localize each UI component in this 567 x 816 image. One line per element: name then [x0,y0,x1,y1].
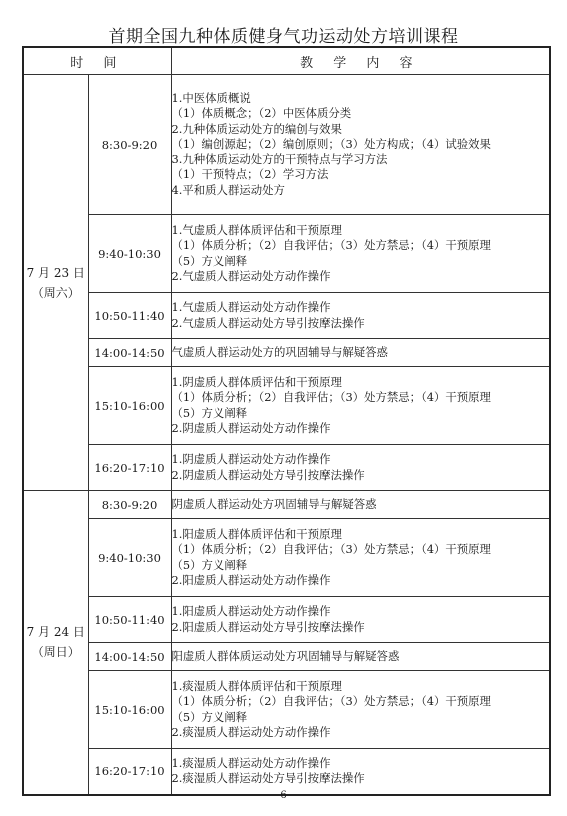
schedule-row [23,75,550,215]
session-content [171,293,550,339]
content-line: 阳虚质人群体质运动处方巩固辅导与解疑答惑 [171,648,400,663]
content-line: 2.阳虚质人群运动处方动作操作 [171,572,331,587]
session-time: 9:40-10:30 [88,519,171,597]
session-time: 10:50-11:40 [88,597,171,643]
content-line: 1.中医体质概说 [171,90,251,105]
session-content [171,749,550,795]
session-time: 8:30-9:20 [88,75,171,215]
content-line: （1）体质概念；（2）中医体质分类 [171,106,352,121]
session-time: 14:00-14:50 [88,339,171,367]
session-time: 8:30-9:20 [88,491,171,519]
session-content [171,643,550,671]
schedule-row [23,643,550,671]
content-line: 3.九种体质运动处方的干预特点与学习方法 [171,152,388,167]
content-line: 2.阳虚质人群运动处方导引按摩法操作 [171,619,365,634]
schedule-row [23,749,550,795]
day-weekday: （周六） [31,285,80,300]
content-line: 1.阳虚质人群体质评估和干预原理 [171,526,342,541]
session-content [171,339,550,367]
content-line: 气虚质人群运动处方的巩固辅导与解疑答惑 [171,344,388,359]
schedule-row [23,339,550,367]
session-content [171,367,550,445]
session-content [171,75,550,215]
schedule-row [23,671,550,749]
header-content: 教 学 内 容 [171,47,550,75]
schedule-table [22,46,551,796]
content-line: （1）体质分析；（2）自我评估；（3）处方禁忌；（4）干预原理 [171,694,491,709]
session-content [171,215,550,293]
content-line: 1.气虚质人群运动处方动作操作 [171,300,331,315]
session-time: 15:10-16:00 [88,367,171,445]
day-weekday: （周日） [31,645,80,660]
page-title: 首期全国九种体质健身气功运动处方培训课程 [108,27,459,47]
content-line: （1）干预特点；（2）学习方法 [171,167,329,182]
content-line: 1.阴虚质人群体质评估和干预原理 [171,374,342,389]
day-date: 7 月 23 日 [26,265,85,280]
schedule-body [23,75,550,795]
content-line: 4.平和质人群运动处方 [171,182,285,197]
content-line: 2.气虚质人群运动处方动作操作 [171,268,331,283]
session-content [171,445,550,491]
content-line: 1.阳虚质人群运动处方动作操作 [171,604,331,619]
content-line: 2.阴虚质人群运动处方导引按摩法操作 [171,467,365,482]
content-line: 2.痰湿质人群运动处方动作操作 [171,724,331,739]
content-line: 2.九种体质运动处方的编创与效果 [171,121,342,136]
schedule-row [23,597,550,643]
content-line: （1）体质分析；（2）自我评估；（3）处方禁忌；（4）干预原理 [171,390,491,405]
content-line: 1.痰湿质人群运动处方动作操作 [171,755,331,770]
content-line: 2.气虚质人群运动处方导引按摩法操作 [171,315,365,330]
content-line: （5）方义阐释 [171,405,248,420]
schedule-row [23,215,550,293]
day-cell [23,75,88,491]
session-time: 16:20-17:10 [88,445,171,491]
session-content [171,519,550,597]
schedule-row [23,367,550,445]
content-line: 1.阴虚质人群运动处方动作操作 [171,452,331,467]
content-line: 2.阴虚质人群运动处方动作操作 [171,420,331,435]
content-line: （1）体质分析；（2）自我评估；（3）处方禁忌；（4）干预原理 [171,238,491,253]
session-content [171,671,550,749]
content-line: 2.痰湿质人群运动处方导引按摩法操作 [171,771,365,786]
page-number: 6 [280,790,287,801]
session-time: 9:40-10:30 [88,215,171,293]
schedule-row [23,491,550,519]
session-time: 14:00-14:50 [88,643,171,671]
session-time: 16:20-17:10 [88,749,171,795]
content-line: （5）方义阐释 [171,557,248,572]
schedule-row [23,519,550,597]
header-time: 时 间 [23,47,171,75]
schedule-row [23,293,550,339]
table-header-row [23,47,550,75]
session-content [171,597,550,643]
schedule-row [23,445,550,491]
day-cell [23,491,88,795]
session-time: 10:50-11:40 [88,293,171,339]
content-line: （5）方义阐释 [171,253,248,268]
day-date: 7 月 24 日 [26,625,85,640]
session-content [171,491,550,519]
content-line: （5）方义阐释 [171,709,248,724]
session-time: 15:10-16:00 [88,671,171,749]
content-line: 阴虚质人群运动处方巩固辅导与解疑答惑 [171,496,377,511]
content-line: （1）编创源起；（2）编创原则；（3）处方构成；（4）试验效果 [171,136,491,151]
content-line: 1.痰湿质人群体质评估和干预原理 [171,678,342,693]
content-line: 1.气虚质人群体质评估和干预原理 [171,222,342,237]
content-line: （1）体质分析；（2）自我评估；（3）处方禁忌；（4）干预原理 [171,542,491,557]
